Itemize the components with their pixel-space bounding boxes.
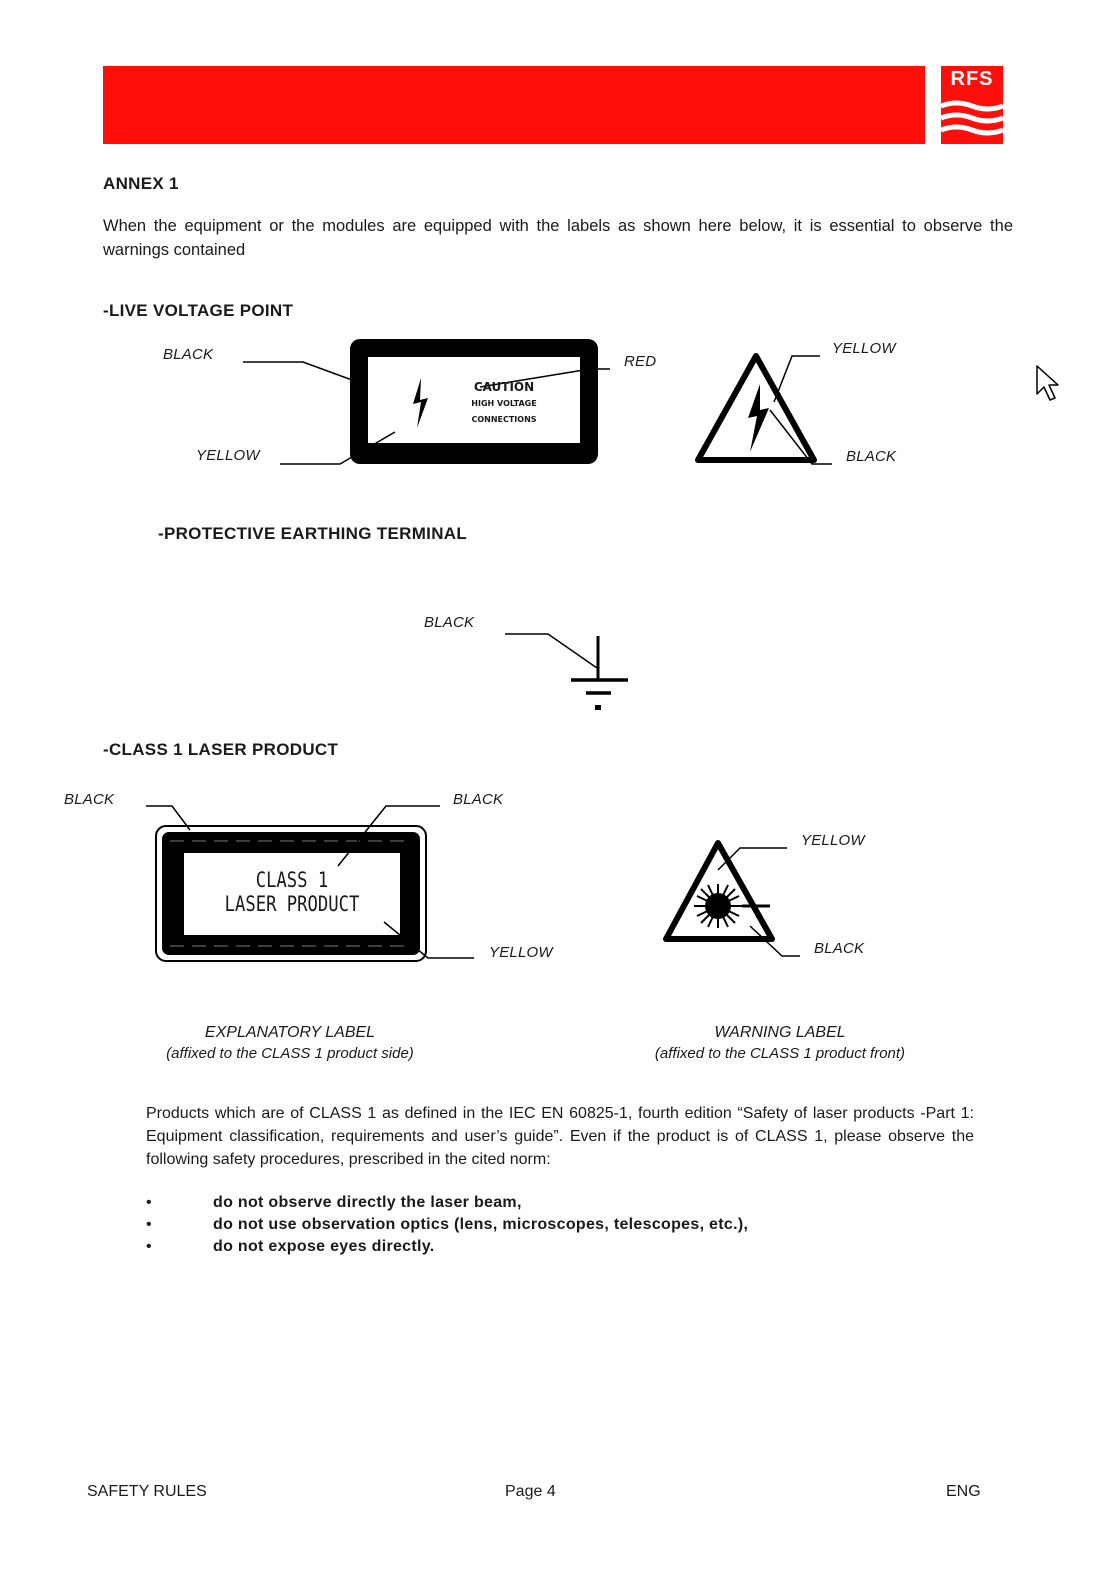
footer-language: ENG [946, 1483, 981, 1500]
warning-note: (affixed to the CLASS 1 product front) [654, 1045, 906, 1062]
explanatory-title: EXPLANATORY LABEL [204, 1024, 376, 1041]
label-black: BLACK [163, 346, 214, 363]
label-black: BLACK [424, 614, 475, 631]
caution-title: CAUTION [473, 380, 535, 394]
caution-line2: CONNECTIONS [471, 415, 537, 424]
label-black: BLACK [453, 791, 504, 808]
bullet-text: do not observe directly the laser beam, [213, 1194, 522, 1211]
label-yellow: YELLOW [801, 832, 865, 849]
label-yellow: YELLOW [489, 944, 553, 961]
laser-plate-text [203, 868, 380, 916]
live-voltage-heading: -LIVE VOLTAGE POINT [103, 301, 294, 320]
footer-left: SAFETY RULES [87, 1483, 207, 1500]
label-yellow: YELLOW [832, 340, 896, 357]
laser-paragraph: Products which are of CLASS 1 as defined in the IEC EN 60825-1, fourth edition “Safety of laser products -Part 1: Equipment classification, requirements and user’s guide”. Even if the product is of CLASS 1, please observe the following safety procedures, prescribed in the cited norm: [146, 1105, 974, 1168]
footer-page-number: Page 4 [505, 1483, 556, 1500]
bullet-text: do not expose eyes directly. [213, 1238, 435, 1255]
logo-text: RFS [950, 68, 994, 90]
bullet-icon: • [146, 1194, 152, 1211]
plate-line1: CLASS 1 [255, 868, 329, 892]
label-red: RED [624, 353, 657, 370]
warning-title: WARNING LABEL [714, 1024, 846, 1041]
earthing-heading: -PROTECTIVE EARTHING TERMINAL [158, 524, 468, 543]
list-item [146, 1214, 1006, 1236]
bullet-icon: • [146, 1216, 152, 1233]
safety-bullet-list [146, 1192, 1006, 1258]
bullet-text: do not use observation optics (lens, microscopes, telescopes, etc.), [213, 1216, 749, 1233]
annex-intro: When the equipment or the modules are equipped with the labels as shown here below, it is essential to observe the warnings contained [103, 217, 1013, 259]
laser-starburst-icon [694, 884, 770, 928]
label-black: BLACK [814, 940, 865, 957]
annex-title: ANNEX 1 [103, 174, 179, 193]
label-black: BLACK [846, 448, 897, 465]
caution-line1: HIGH VOLTAGE [471, 399, 537, 408]
bullet-icon: • [146, 1238, 152, 1255]
list-item [146, 1192, 1006, 1214]
label-black: BLACK [64, 791, 115, 808]
warning-caption [630, 1022, 930, 1064]
laser-heading: -CLASS 1 LASER PRODUCT [103, 740, 339, 759]
list-item [146, 1236, 1006, 1258]
label-yellow: YELLOW [196, 447, 260, 464]
explanatory-note: (affixed to the CLASS 1 product side) [166, 1045, 414, 1062]
explanatory-caption [140, 1022, 440, 1064]
plate-line2: LASER PRODUCT [224, 892, 360, 916]
